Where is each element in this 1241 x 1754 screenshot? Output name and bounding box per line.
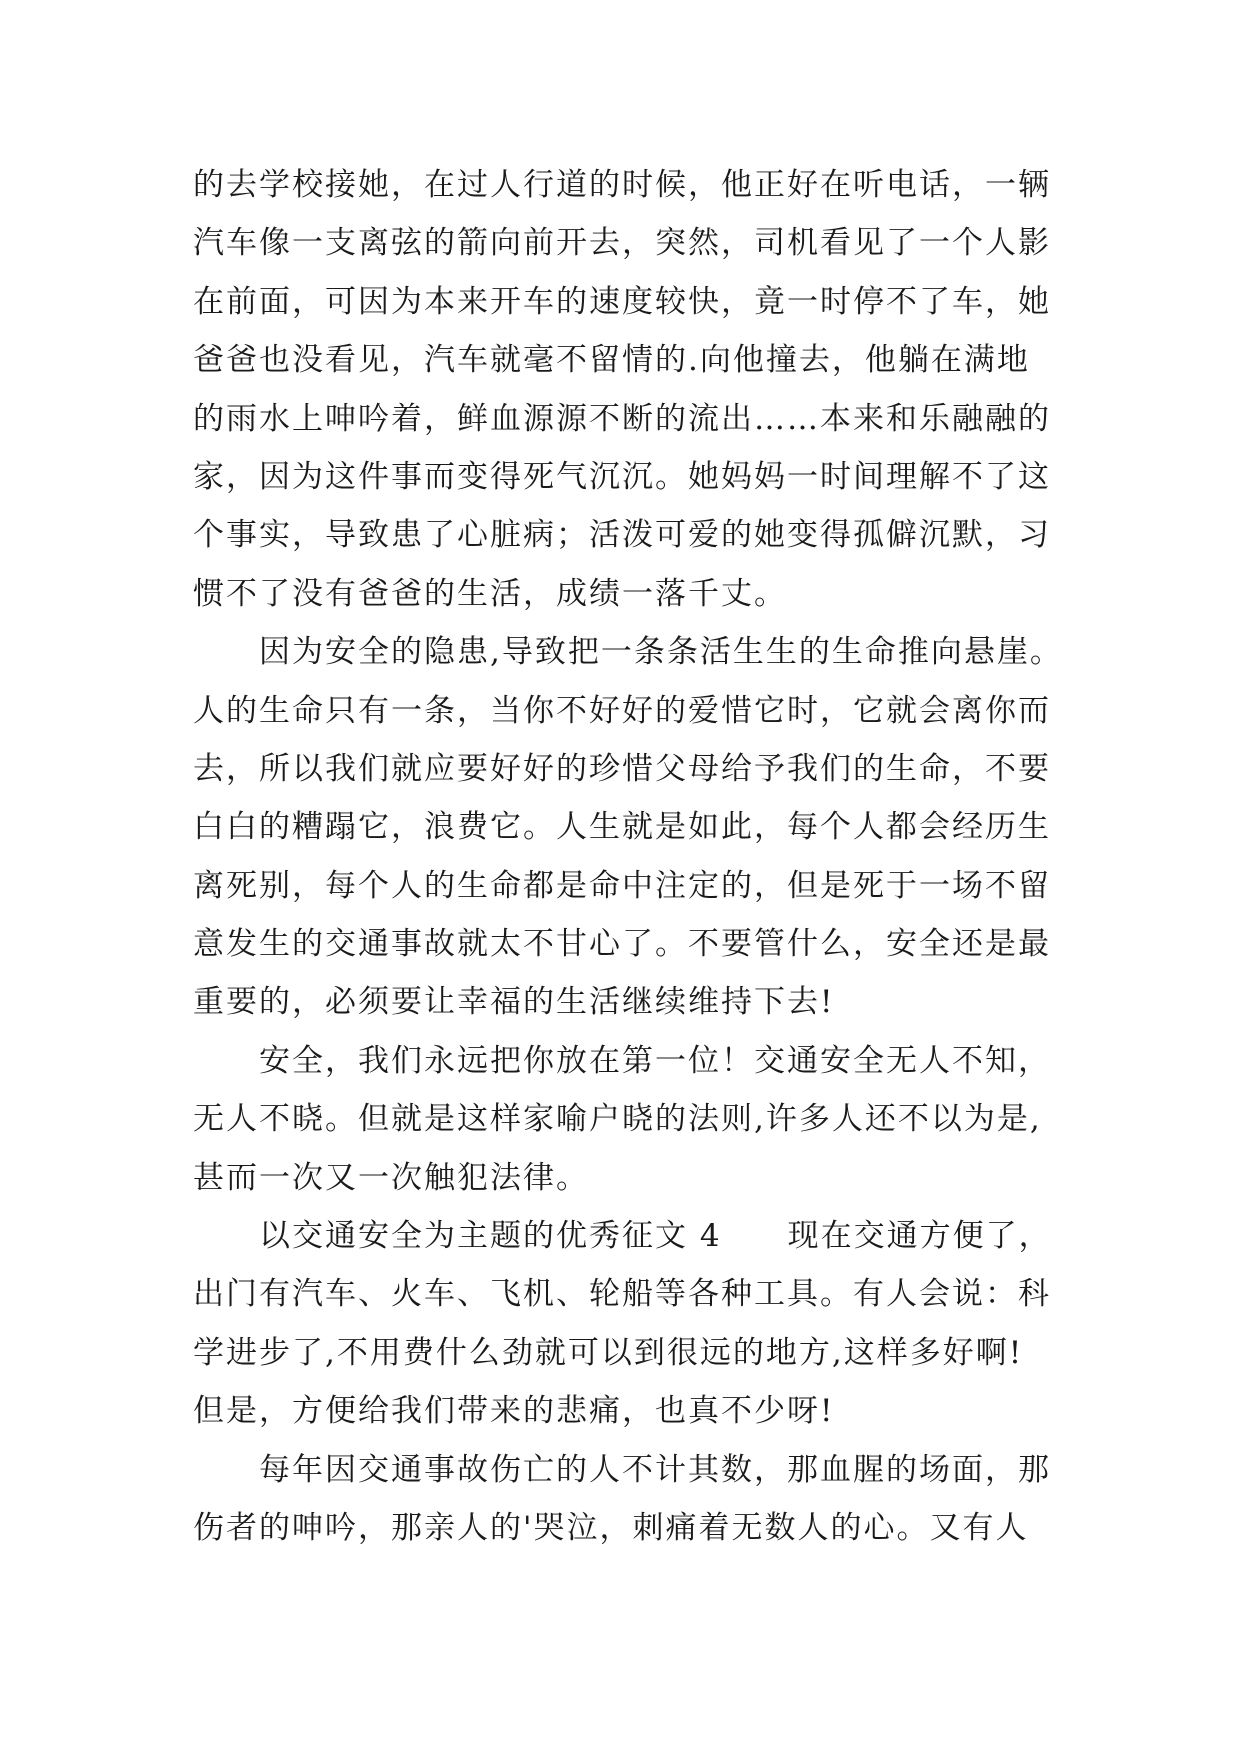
text-line: 离死别，每个人的生命都是命中注定的，但是死于一场不留 — [193, 867, 1051, 904]
text-line: 但是，方便给我们带来的悲痛，也真不少呀! — [193, 1393, 835, 1430]
paragraph — [193, 156, 1073, 623]
text-line: 个事实，导致患了心脏病；活泼可爱的她变得孤僻沉默，习 — [193, 517, 1051, 554]
text-line: 爸爸也没看见，汽车就毫不留情的.向他撞去，他躺在满地 — [193, 342, 1030, 379]
text-line: 甚而一次又一次触犯法律。 — [193, 1159, 589, 1196]
text-line: 出门有汽车、火车、飞机、轮船等各种工具。有人会说：科 — [193, 1276, 1051, 1313]
text-line: 伤者的呻吟，那亲人的'哭泣，刺痛着无数人的心。又有人 — [193, 1509, 1029, 1546]
text-line: 惯不了没有爸爸的生活，成绩一落千丈。 — [193, 575, 787, 612]
paragraph — [193, 1207, 1073, 1441]
text-line: 人的生命只有一条，当你不好好的爱惜它时，它就会离你而 — [193, 692, 1051, 729]
text-line: 无人不晓。但就是这样家喻户晓的法则,许多人还不以为是, — [193, 1101, 1042, 1138]
paragraph — [193, 623, 1073, 1032]
text-line: 安全，我们永远把你放在第一位！交通安全无人不知， — [259, 1042, 1051, 1079]
text-line: 每年因交通事故伤亡的人不计其数，那血腥的场面，那 — [259, 1451, 1051, 1488]
paragraph — [193, 1441, 1073, 1558]
text-line: 重要的，必须要让幸福的生活继续维持下去! — [193, 984, 835, 1021]
text-line: 因为安全的隐患,导致把一条条活生生的生命推向悬崖。 — [259, 634, 1063, 671]
text-line: 去，所以我们就应要好好的珍惜父母给予我们的生命，不要 — [193, 750, 1051, 787]
text-line: 白白的糟蹋它，浪费它。人生就是如此，每个人都会经历生 — [193, 809, 1051, 846]
text-line: 在前面，可因为本来开车的速度较快，竟一时停不了车，她 — [193, 283, 1051, 320]
text-line: 的雨水上呻吟着，鲜血源源不断的流出……本来和乐融融的 — [193, 400, 1051, 437]
text-line: 意发生的交通事故就太不甘心了。不要管什么，安全还是最 — [193, 926, 1051, 963]
text-line: 学进步了,不用费什么劲就可以到很远的地方,这样多好啊! — [193, 1334, 1024, 1371]
text-line: 家，因为这件事而变得死气沉沉。她妈妈一时间理解不了这 — [193, 458, 1051, 495]
text-line: 以交通安全为主题的优秀征文 4 现在交通方便了， — [259, 1218, 1052, 1255]
text-line: 的去学校接她，在过人行道的时候，他正好在听电话，一辆 — [193, 167, 1051, 203]
document-body — [193, 156, 1073, 1557]
text-line: 汽车像一支离弦的箭向前开去，突然，司机看见了一个人影 — [193, 225, 1051, 262]
paragraph — [193, 1032, 1073, 1207]
